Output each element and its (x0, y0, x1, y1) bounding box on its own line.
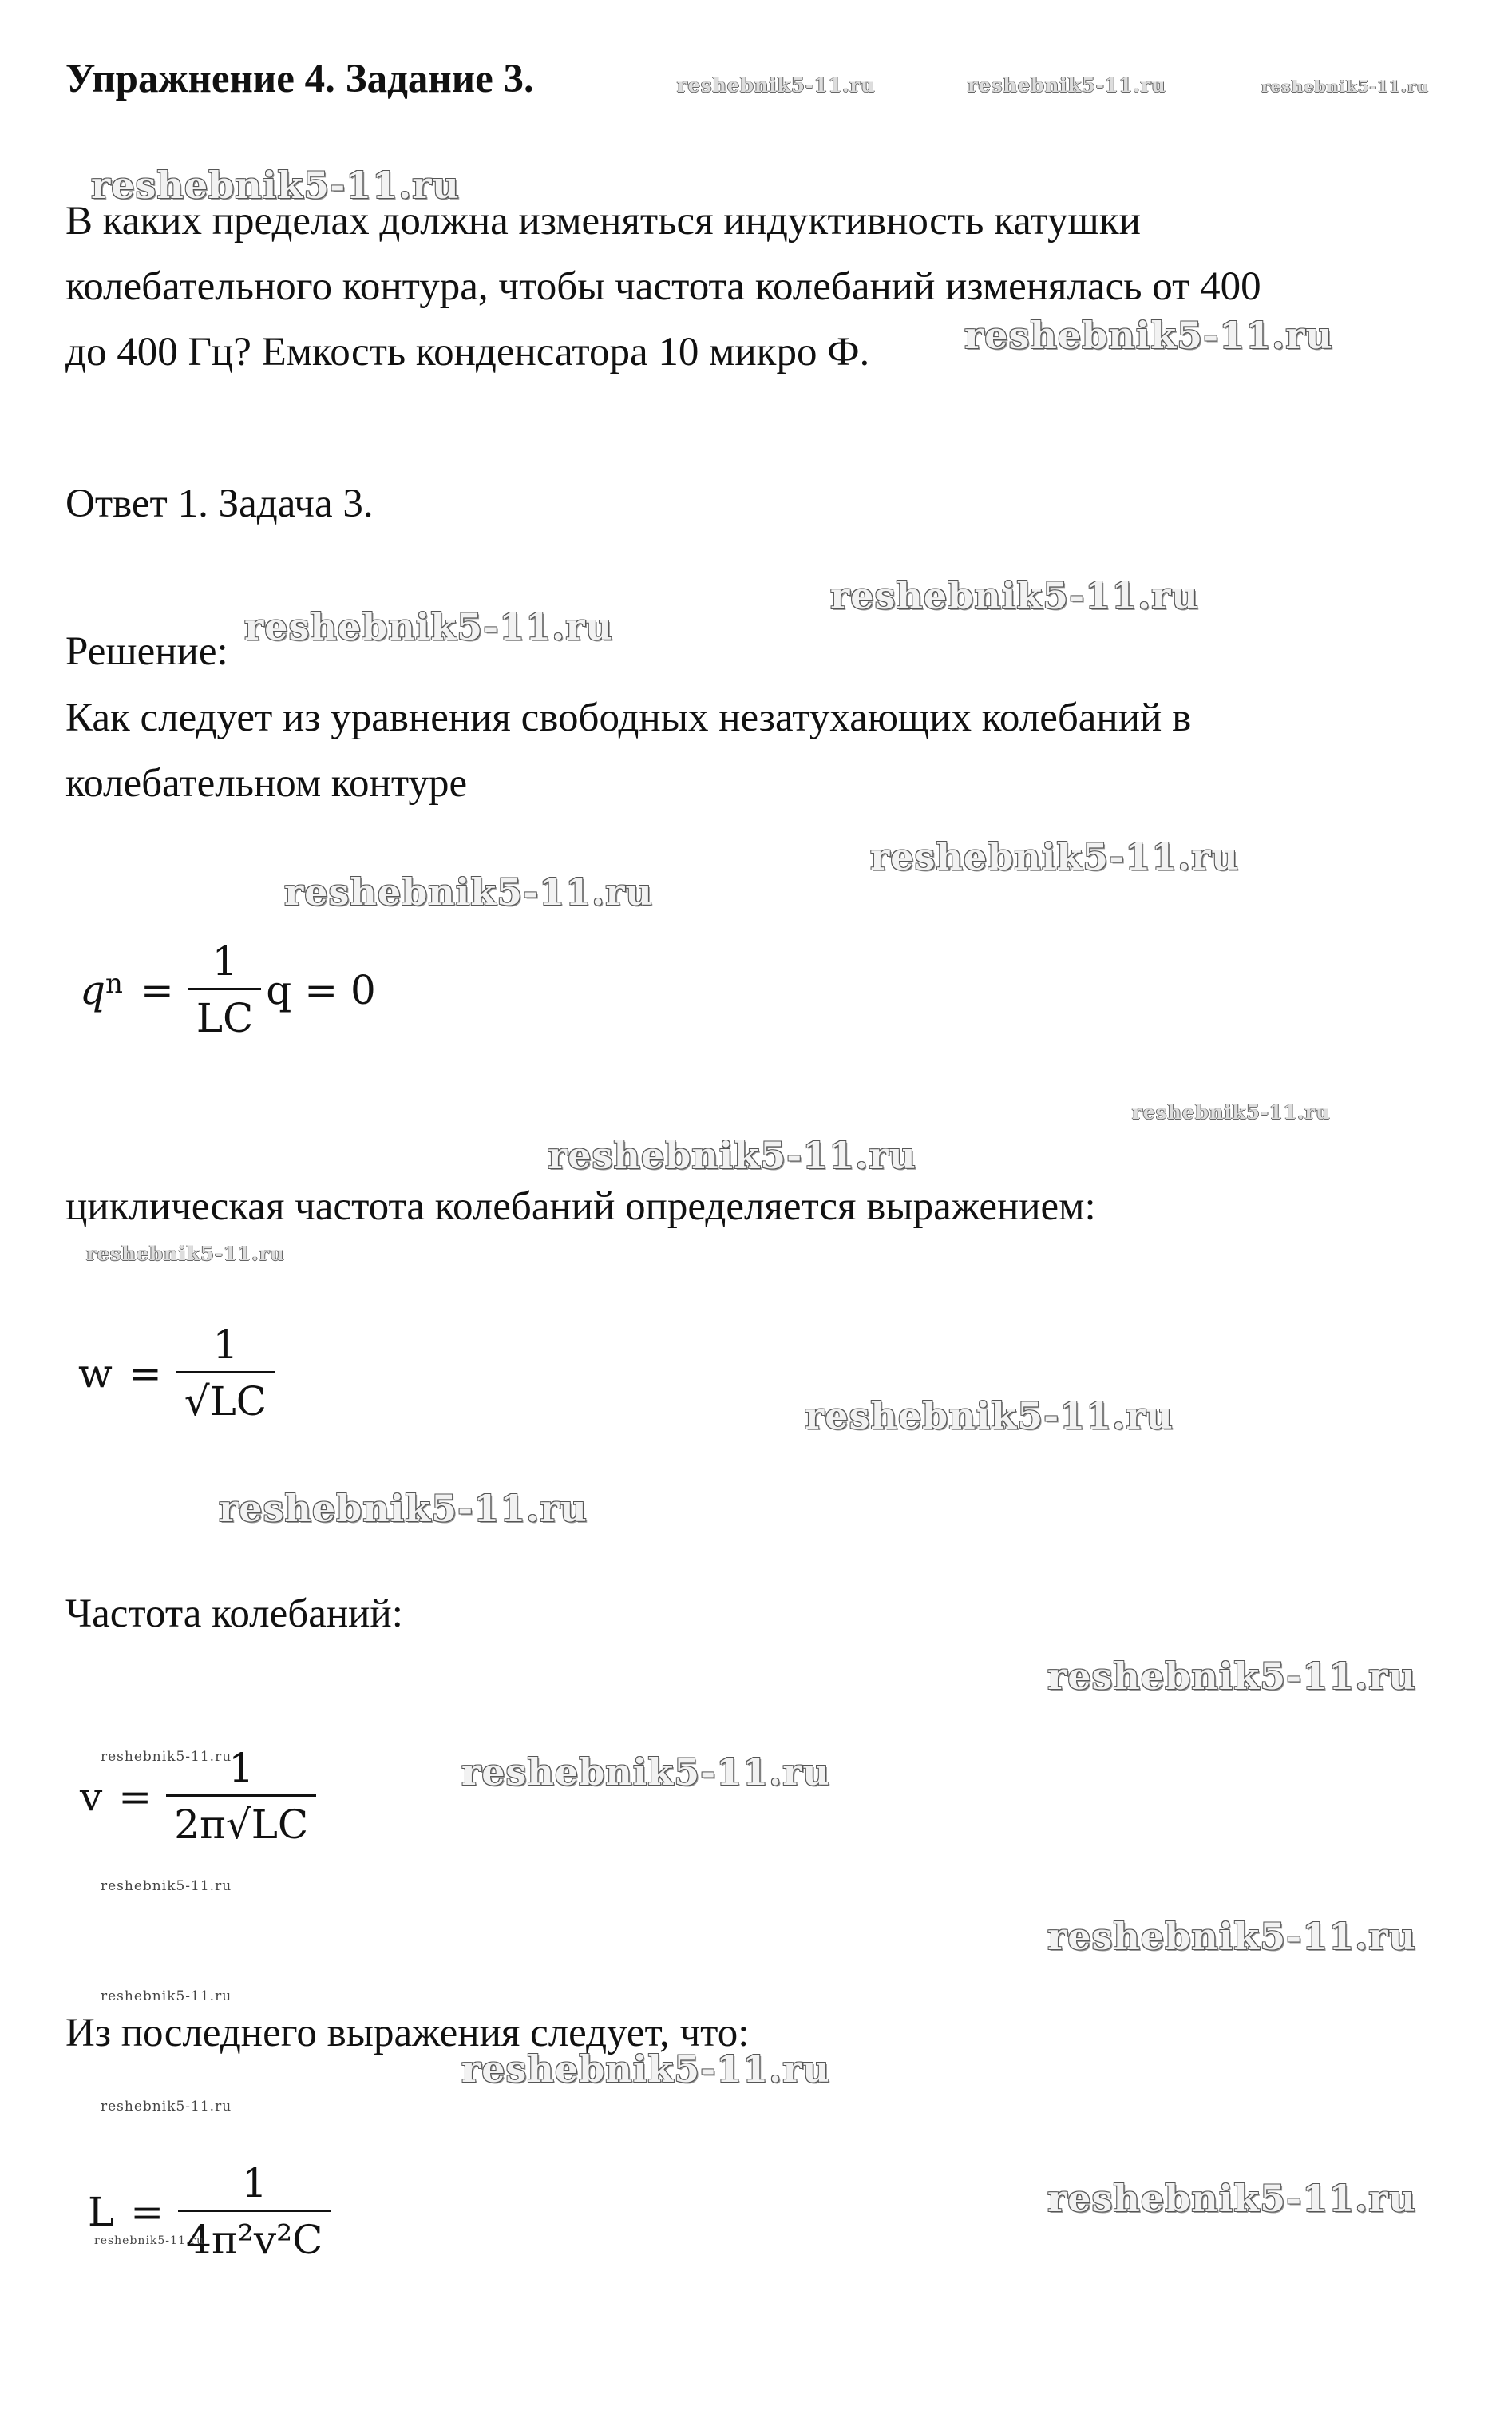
watermark: reshebnik5-11.ru (830, 574, 1199, 617)
solution-text-cyclic-frequency: циклическая частота колебаний определяется выражением: (65, 1184, 1096, 1229)
formula-1-fraction (188, 938, 261, 1041)
formula-4-numerator: 1 (241, 2160, 267, 2206)
formula-4-equals: = (130, 2188, 164, 2235)
formula-1-lhs: q (80, 966, 106, 1013)
watermark: reshebnik5-11.ru (86, 1242, 285, 1265)
solution-label: Решение: (65, 629, 228, 674)
watermark: reshebnik5-11.ru (244, 605, 613, 648)
watermark: reshebnik5-11.ru (548, 1134, 916, 1177)
formula-4-denominator: 4π²v²C (178, 2210, 331, 2263)
watermark: reshebnik5-11.ru (101, 1749, 232, 1765)
formula-2-lhs: w (78, 1350, 113, 1397)
watermark: reshebnik5-11.ru (677, 73, 876, 97)
watermark: reshebnik5-11.ru (1047, 2177, 1416, 2220)
watermark: reshebnik5-11.ru (101, 2099, 232, 2115)
exercise-title: Упражнение 4. Задание 3. (65, 57, 534, 101)
formula-1-denominator: LC (188, 988, 261, 1041)
answer-label: Ответ 1. Задача 3. (65, 482, 374, 526)
watermark: reshebnik5-11.ru (870, 835, 1239, 878)
formula-3-denominator: 2π√LC (166, 1794, 316, 1848)
formula-inductance (88, 2160, 331, 2263)
watermark: reshebnik5-11.ru (101, 1988, 232, 2004)
watermark: reshebnik5-11.ru (1132, 1100, 1331, 1124)
question-line-2: колебательного контура, чтобы частота колебаний изменялась от 400 (65, 264, 1261, 309)
formula-2-fraction (176, 1322, 275, 1425)
formula-1-superscript: n (105, 967, 123, 1000)
question-line-1: В каких пределах должна изменяться индуктивность катушки (65, 199, 1141, 244)
formula-2-denominator: √LC (176, 1371, 275, 1425)
formula-1-numerator: 1 (212, 938, 238, 985)
watermark: reshebnik5-11.ru (91, 164, 460, 207)
solution-text-frequency: Частота колебаний: (65, 1591, 403, 1636)
solution-text-line-2: колебательном контуре (65, 761, 468, 806)
formula-3-equals: = (118, 1773, 152, 1820)
formula-4-lhs: L (88, 2188, 115, 2235)
solution-text-conclusion: Из последнего выражения следует, что: (65, 2011, 750, 2055)
watermark: reshebnik5-11.ru (968, 73, 1166, 97)
formula-3-lhs: v (80, 1773, 103, 1820)
watermark: reshebnik5-11.ru (461, 2047, 830, 2091)
watermark: reshebnik5-11.ru (101, 1878, 232, 1894)
watermark: reshebnik5-11.ru (1047, 1655, 1416, 1698)
formula-2-numerator: 1 (212, 1322, 239, 1368)
formula-1-equals: = (140, 966, 174, 1013)
watermark: reshebnik5-11.ru (1047, 1915, 1416, 1958)
formula-1-rest: q = 0 (266, 966, 376, 1013)
solution-text-line-1: Как следует из уравнения свободных незатухающих колебаний в (65, 696, 1192, 740)
formula-3-numerator: 1 (228, 1745, 255, 1791)
formula-2-equals: = (128, 1350, 162, 1397)
watermark: reshebnik5-11.ru (1261, 77, 1429, 96)
watermark: reshebnik5-11.ru (219, 1487, 588, 1530)
watermark: reshebnik5-11.ru (964, 314, 1333, 357)
question-line-3: до 400 Гц? Емкость конденсатора 10 микро Ф. (65, 330, 870, 375)
formula-4-fraction (178, 2160, 331, 2263)
formula-cyclic-frequency (78, 1322, 275, 1425)
watermark: reshebnik5-11.ru (284, 870, 653, 914)
formula-oscillation-equation (80, 938, 376, 1041)
watermark: reshebnik5-11.ru (461, 1750, 830, 1794)
watermark: reshebnik5-11.ru (805, 1394, 1174, 1437)
watermark: reshebnik5-11.ru (94, 2234, 205, 2247)
